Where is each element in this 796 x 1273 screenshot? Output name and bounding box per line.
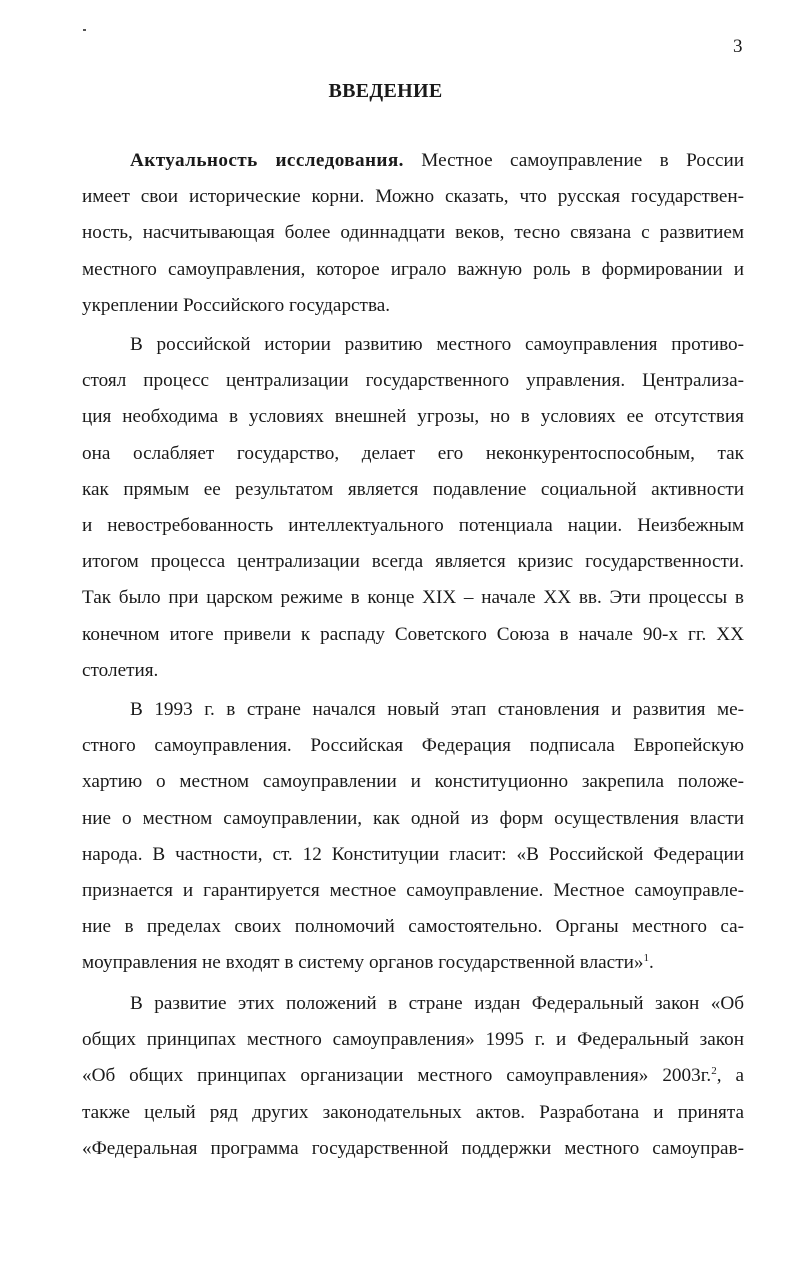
text-line: столетия. [82, 659, 159, 681]
lead-heading: Актуальность исследования. [130, 150, 404, 171]
text-line: хартию о местном самоуправлении и конституционно закрепила положе- [82, 771, 744, 793]
text-line: В российской истории развитию местного самоуправления противо- [130, 334, 744, 355]
footnote-ref: 2 [711, 1065, 717, 1078]
text-line: моуправления не входят в систему органов государственной власти»$^1$. [82, 952, 654, 974]
text-line: В развитие этих положений в стране издан Федеральный закон «Об [130, 993, 744, 1014]
text-line: общих принципах местного самоуправления» 1995 г. и Федеральный закон [82, 1029, 744, 1051]
text-line: ние в пределах своих полномочий самостоятельно. Органы местного са- [82, 916, 744, 938]
text-line: «Федеральная программа государственной поддержки местного самоуправ- [82, 1137, 744, 1159]
text-line: Так было при царском режиме в конце XIX – начале XX вв. Эти процессы в [82, 587, 744, 609]
page-number: 3 [733, 36, 743, 57]
footnote-ref: 1 [643, 952, 649, 965]
text-line: ние о местном самоуправлении, как одной из форм осуществления власти [82, 807, 744, 829]
text-line: она ослабляет государство, делает его неконкурентоспособным, так [82, 442, 744, 464]
text-line: местного самоуправления, которое играло важную роль в формировании и [82, 258, 744, 280]
page-title: ВВЕДЕНИЕ [328, 80, 443, 102]
text-line: также целый ряд других законодательных актов. Разработана и принята [82, 1101, 744, 1123]
text-line: народа. В частности, ст. 12 Конституции гласит: «В Российской Федерации [82, 843, 744, 865]
text-line: ция необходима в условиях внешней угрозы, но в условиях ее отсутствия [82, 406, 744, 428]
text-line: стного самоуправления. Российская Федерация подписала Европейскую [82, 735, 744, 757]
scan-artifact-dot [83, 29, 86, 31]
text-line: как прямым ее результатом является подавление социальной активности [82, 478, 744, 500]
paragraph-centralization [82, 327, 744, 689]
text-line: конечном итоге привели к распаду Советского Союза в начале 90-х гг. XX [82, 623, 744, 645]
text-line: стоял процесс централизации государственного управления. Централиза- [82, 370, 744, 392]
paragraph-1993 [82, 692, 744, 982]
text-line: Актуальность исследования. Местное самоуправление в России [130, 150, 745, 171]
text-line: имеет свои исторические корни. Можно сказать, что русская государствен- [82, 186, 744, 208]
text-line: итогом процесса централизации всегда является кризис государственности. [82, 551, 744, 573]
text-line: признается и гарантируется местное самоуправление. Местное самоуправле- [82, 879, 744, 901]
paragraph-federal-laws [82, 986, 744, 1167]
text-line: В 1993 г. в стране начался новый этап становления и развития ме- [130, 699, 744, 720]
text-line: ность, насчитывающая более одиннадцати веков, тесно связана с развитием [82, 222, 744, 244]
text-line: укреплении Российского государства. [82, 294, 391, 316]
text-line: и невостребованность интеллектуального потенциала нации. Неизбежным [82, 514, 744, 536]
paragraph-relevance [82, 143, 744, 324]
text-line: «Об общих принципах организации местного самоуправления» 2003г.$^2$, а [82, 1065, 744, 1087]
